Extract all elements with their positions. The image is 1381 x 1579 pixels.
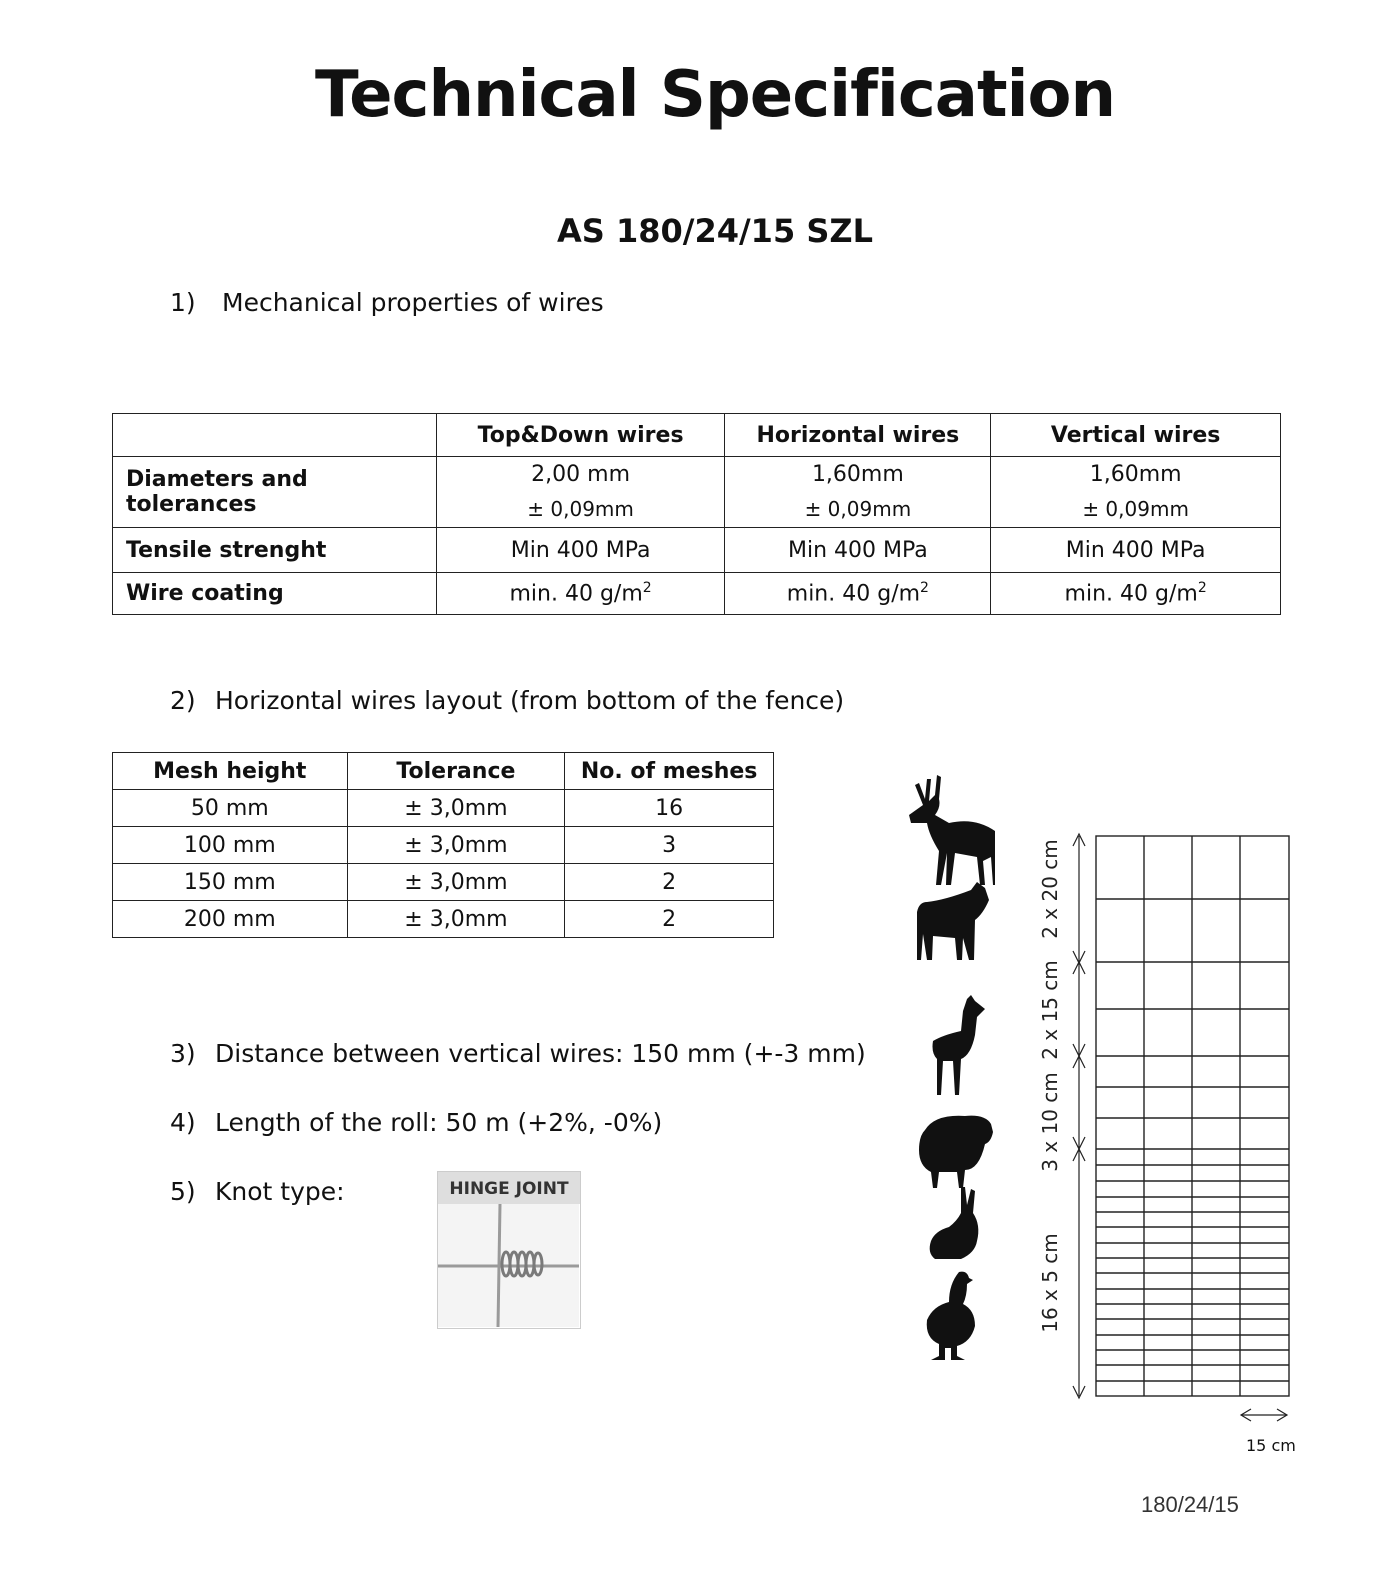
horizontal-wires-table — [112, 752, 774, 938]
table-cell: 2 — [565, 901, 774, 938]
table-cell: 150 mm — [113, 864, 348, 901]
table-row — [113, 827, 774, 864]
section-label: Knot type: — [215, 1177, 345, 1206]
diameter-value: 1,60mm — [1089, 462, 1182, 487]
superscript: 2 — [642, 580, 652, 597]
table-row — [113, 864, 774, 901]
header-cell — [113, 414, 437, 457]
dimension-label-second: 2 x 15 cm — [1038, 960, 1062, 1060]
superscript: 2 — [1197, 580, 1207, 597]
row-label: Tensile strenght — [113, 528, 437, 573]
tolerance-value: ± 0,09mm — [527, 497, 634, 521]
section-number: 3) — [170, 1039, 196, 1068]
table-cell — [725, 573, 991, 615]
table-cell — [991, 573, 1281, 615]
table-cell: 200 mm — [113, 901, 348, 938]
header-cell: Tolerance — [347, 753, 565, 790]
table-cell: Min 400 MPa — [436, 528, 725, 573]
table-cell: Min 400 MPa — [991, 528, 1281, 573]
table-cell: ± 3,0mm — [347, 864, 565, 901]
header-cell: Top&Down wires — [436, 414, 725, 457]
table-cell: 50 mm — [113, 790, 348, 827]
dimension-label-top: 2 x 20 cm — [1038, 839, 1062, 939]
width-arrow — [1241, 1409, 1287, 1421]
table-cell — [436, 573, 725, 615]
header-cell: Mesh height — [113, 753, 348, 790]
rabbit-icon — [930, 1187, 979, 1259]
section-label: Horizontal wires layout (from bottom of the fence) — [215, 686, 845, 715]
section-3-heading — [170, 1039, 866, 1068]
section-number: 2) — [170, 686, 196, 715]
mechanical-properties-table — [112, 413, 1281, 615]
row-label: Diameters and tolerances — [113, 457, 437, 528]
table-row — [113, 573, 1281, 615]
table-row — [113, 457, 1281, 528]
table-cell: Min 400 MPa — [725, 528, 991, 573]
header-cell: Horizontal wires — [725, 414, 991, 457]
section-1-heading — [170, 288, 604, 317]
sheep-icon — [919, 1116, 993, 1188]
cow-icon — [917, 882, 989, 960]
coating-value: min. 40 g/m — [1064, 581, 1198, 607]
table-row — [113, 901, 774, 938]
table-cell — [725, 457, 991, 528]
superscript: 2 — [920, 580, 929, 597]
section-label: Distance between vertical wires: 150 mm (+-3 mm) — [215, 1039, 866, 1068]
section-number: 1) — [170, 288, 196, 317]
table-header-row — [113, 753, 774, 790]
table-cell: 100 mm — [113, 827, 348, 864]
knot-label: HINGE JOINT — [438, 1172, 580, 1204]
animal-silhouettes — [905, 765, 995, 1360]
dimension-label-bottom: 16 x 5 cm — [1038, 1233, 1062, 1333]
table-cell — [991, 457, 1281, 528]
section-number: 5) — [170, 1177, 196, 1206]
product-code-heading: AS 180/24/15 SZL — [557, 212, 873, 250]
tolerance-value: ± 0,09mm — [804, 497, 912, 521]
coating-value: min. 40 g/m — [786, 581, 921, 607]
table-cell — [436, 457, 725, 528]
section-2-heading — [170, 686, 844, 715]
hinge-joint-image — [437, 1171, 581, 1329]
tolerance-value: ± 0,09mm — [1082, 497, 1189, 521]
table-cell: 16 — [565, 790, 774, 827]
diameter-value: 1,60mm — [811, 462, 904, 487]
row-label: Wire coating — [113, 573, 437, 615]
hinge-knot-icon — [438, 1204, 579, 1327]
mesh-width-label: 15 cm — [1246, 1436, 1296, 1455]
section-number: 4) — [170, 1108, 196, 1137]
dimension-arrows — [1073, 834, 1085, 1398]
table-cell: 2 — [565, 864, 774, 901]
table-cell: 3 — [565, 827, 774, 864]
header-cell: No. of meshes — [565, 753, 774, 790]
fawn-icon — [933, 995, 986, 1095]
section-label: Mechanical properties of wires — [222, 288, 604, 317]
table-row — [113, 790, 774, 827]
table-row — [113, 528, 1281, 573]
section-4-heading — [170, 1108, 662, 1137]
deer-icon — [909, 775, 995, 885]
table-header-row — [113, 414, 1281, 457]
dimension-label-third: 3 x 10 cm — [1038, 1072, 1062, 1172]
fence-mesh-diagram — [1065, 826, 1305, 1456]
coating-value: min. 40 g/m — [509, 581, 643, 607]
header-cell: Vertical wires — [991, 414, 1281, 457]
section-5-heading — [170, 1177, 345, 1206]
table-cell: ± 3,0mm — [347, 790, 565, 827]
diameter-value: 2,00 mm — [531, 462, 631, 487]
section-label: Length of the roll: 50 m (+2%, -0%) — [215, 1108, 663, 1137]
chicken-icon — [927, 1272, 975, 1360]
footer-code: 180/24/15 — [1141, 1492, 1239, 1517]
table-cell: ± 3,0mm — [347, 827, 565, 864]
page-title: Technical Specification — [314, 58, 1116, 132]
table-cell: ± 3,0mm — [347, 901, 565, 938]
